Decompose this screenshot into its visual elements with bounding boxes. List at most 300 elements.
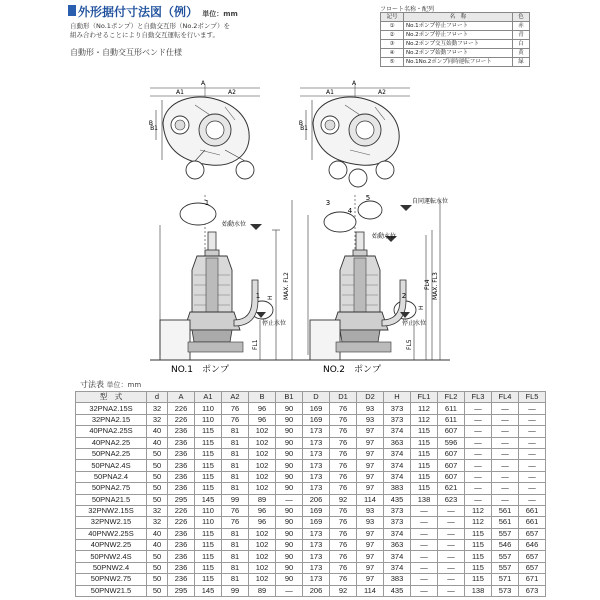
dim-cell: 236 [168, 426, 195, 437]
dim-table-row [76, 414, 546, 425]
dim-table-row [76, 448, 546, 459]
dim-cell: 561 [492, 517, 519, 528]
dim-cell: 76 [330, 448, 357, 459]
fl5-label: FL5 [406, 339, 413, 350]
dim-cell: 138 [411, 494, 438, 505]
dim-cell: 90 [276, 540, 303, 551]
dim-cell: 50 [147, 483, 168, 494]
dim-cell: — [438, 562, 465, 573]
dim-cell: — [519, 414, 546, 425]
float-cell: ④ [381, 49, 404, 58]
dim-cell: 383 [384, 574, 411, 585]
dim-cell: — [411, 551, 438, 562]
dim-cell: 32 [147, 403, 168, 414]
dim-cell: — [492, 403, 519, 414]
dim-cell: 145 [195, 585, 222, 596]
dim-cell: 40 [147, 437, 168, 448]
dim-cell: — [438, 574, 465, 585]
dim-label-a1: A1 [176, 89, 184, 96]
dim-label-b1: B1 [150, 125, 158, 132]
dim-cell: — [519, 460, 546, 471]
dim-cell: 97 [357, 562, 384, 573]
max-fl2-label: MAX. FL2 [283, 272, 290, 300]
dim-cell: 374 [384, 551, 411, 562]
dim-cell: 373 [384, 414, 411, 425]
dim-cell: 76 [330, 414, 357, 425]
dim-cell: 102 [249, 551, 276, 562]
h-label-1: H [267, 295, 274, 300]
float-cell: 赤 [513, 22, 530, 31]
dim-cell: 226 [168, 403, 195, 414]
dim-cell: 623 [438, 494, 465, 505]
pump2-label: NO.2 ポンプ [322, 365, 382, 375]
dim-cell: 115 [465, 562, 492, 573]
dim-table-row [76, 426, 546, 437]
dim-cell: 557 [492, 562, 519, 573]
dim-table-row [76, 460, 546, 471]
dim-cell: 173 [303, 471, 330, 482]
dim-cell: 50 [147, 460, 168, 471]
dim-cell: 236 [168, 460, 195, 471]
dim-cell: 226 [168, 517, 195, 528]
dim-cell: 115 [411, 448, 438, 459]
dim-cell: 102 [249, 460, 276, 471]
dim-cell: — [465, 494, 492, 505]
dim-cell: 621 [438, 483, 465, 494]
dim-cell: 81 [222, 540, 249, 551]
dim-cell: — [465, 403, 492, 414]
dim-cell: 76 [222, 403, 249, 414]
dim-cell: 115 [195, 426, 222, 437]
dim-header-cell: FL2 [438, 392, 465, 403]
fl1-label: FL1 [252, 339, 259, 350]
dim-header-cell: B [249, 392, 276, 403]
dim-cell: — [519, 471, 546, 482]
dim-cell: 573 [492, 585, 519, 596]
dim-header-cell: D2 [357, 392, 384, 403]
dim-cell: 657 [519, 562, 546, 573]
dim-cell: 557 [492, 528, 519, 539]
stop-level-1: 停止水位 [262, 320, 287, 327]
dim-cell: — [519, 437, 546, 448]
dim-cell: 561 [492, 505, 519, 516]
dim-cell: 90 [276, 448, 303, 459]
float-cell: ⑤ [381, 58, 404, 67]
dim-cell: 657 [519, 528, 546, 539]
dim-cell: 115 [411, 460, 438, 471]
dim-cell: 110 [195, 414, 222, 425]
fl4-label: FL4 [424, 279, 431, 290]
dim-cell: 173 [303, 483, 330, 494]
float-cell: No.2ポンプ停止フロート [404, 31, 513, 40]
dim-cell: 76 [330, 437, 357, 448]
dim-cell: 236 [168, 437, 195, 448]
float-header-cell: 記号 [381, 13, 404, 22]
dim-header-cell: d [147, 392, 168, 403]
dim-cell: 115 [465, 540, 492, 551]
dim-cell: 50 [147, 574, 168, 585]
dim-header-cell: B1 [276, 392, 303, 403]
dim-cell: 173 [303, 437, 330, 448]
dim-cell: 607 [438, 426, 465, 437]
dim-label-a: A [200, 80, 206, 87]
dim-cell: 92 [330, 585, 357, 596]
model-cell: 50PNA2.75 [76, 483, 147, 494]
dim-cell: 557 [492, 551, 519, 562]
dim-cell: — [411, 517, 438, 528]
dim-cell: 90 [276, 483, 303, 494]
dim-cell: 102 [249, 448, 276, 459]
model-cell: 50PNA2.4 [76, 471, 147, 482]
dim-cell: 102 [249, 528, 276, 539]
dim-cell: 169 [303, 517, 330, 528]
float-num-4: 4 [347, 207, 353, 215]
model-cell: 32PNW2.15 [76, 517, 147, 528]
dim-cell: — [411, 540, 438, 551]
dim-cell: 97 [357, 426, 384, 437]
dim-cell: 607 [438, 460, 465, 471]
dim-cell: — [492, 414, 519, 425]
dim-cell: 114 [357, 585, 384, 596]
dim-cell: 236 [168, 471, 195, 482]
dim-cell: — [465, 460, 492, 471]
dim-cell: 50 [147, 585, 168, 596]
dim-cell: 50 [147, 562, 168, 573]
dim-cell: 40 [147, 540, 168, 551]
dim-table-title: 寸法表 単位：mm [80, 380, 142, 389]
dim-cell: 90 [276, 471, 303, 482]
dim-cell: 81 [222, 448, 249, 459]
dim-cell: 81 [222, 460, 249, 471]
pump2-top-view [300, 84, 410, 187]
dim-header-cell: D1 [330, 392, 357, 403]
dim-cell: 76 [330, 574, 357, 585]
dim-cell: 102 [249, 426, 276, 437]
model-cell: 50PNW2.4S [76, 551, 147, 562]
dim-cell: 110 [195, 505, 222, 516]
dim-cell: 173 [303, 540, 330, 551]
dim-cell: 76 [330, 471, 357, 482]
dim-cell: 32 [147, 414, 168, 425]
dim-cell: — [465, 471, 492, 482]
model-cell: 50PNW21.5 [76, 585, 147, 596]
dim-table-unit: 単位：mm [106, 381, 142, 389]
dim-table-row [76, 562, 546, 573]
dim-cell: 173 [303, 460, 330, 471]
dim-cell: 90 [276, 551, 303, 562]
dim-cell: 115 [195, 540, 222, 551]
dim-cell: 76 [222, 505, 249, 516]
dim-table-row [76, 483, 546, 494]
dim-cell: 97 [357, 460, 384, 471]
dim-cell: — [492, 448, 519, 459]
dim-cell: 81 [222, 483, 249, 494]
pump1-front-view [150, 195, 300, 360]
model-cell: 50PNA21.5 [76, 494, 147, 505]
dim-cell: — [276, 585, 303, 596]
dim-cell: 112 [465, 505, 492, 516]
dim-cell: 97 [357, 551, 384, 562]
dim-cell: 110 [195, 403, 222, 414]
dim-cell: 32 [147, 517, 168, 528]
dim-cell: 374 [384, 460, 411, 471]
dim-cell: 373 [384, 505, 411, 516]
dim-cell: 89 [249, 585, 276, 596]
model-cell: 40PNA2.25 [76, 437, 147, 448]
dim-cell: 97 [357, 528, 384, 539]
dim-cell: — [492, 483, 519, 494]
float-cell: ② [381, 31, 404, 40]
dim-cell: 173 [303, 448, 330, 459]
dim-cell: 115 [465, 528, 492, 539]
dim-cell: 76 [330, 505, 357, 516]
dim-cell: 607 [438, 448, 465, 459]
dim-cell: 435 [384, 585, 411, 596]
dim-cell: — [519, 448, 546, 459]
float-cell: 黄 [513, 49, 530, 58]
dim-cell: 97 [357, 437, 384, 448]
model-cell: 50PNW2.75 [76, 574, 147, 585]
dim-cell: 102 [249, 483, 276, 494]
dim-cell: 374 [384, 448, 411, 459]
dim-cell: 40 [147, 426, 168, 437]
float-cell: 白 [513, 40, 530, 49]
model-cell: 50PNA2.25 [76, 448, 147, 459]
dim-cell: 76 [330, 562, 357, 573]
dim-table-row [76, 574, 546, 585]
dim-cell: 611 [438, 403, 465, 414]
float-num-1b: 1 [255, 292, 261, 300]
dim-table-row [76, 437, 546, 448]
dim-cell: 50 [147, 448, 168, 459]
dim-header-cell: A [168, 392, 195, 403]
dim-cell: 102 [249, 471, 276, 482]
dim-cell: 646 [519, 540, 546, 551]
description-line-1: 自動形（No.1ポンプ）と自動交互形（No.2ポンプ）を [70, 22, 230, 30]
dim-cell: 97 [357, 448, 384, 459]
dim-cell: 93 [357, 414, 384, 425]
dim-cell: 173 [303, 528, 330, 539]
dim-header-cell: A1 [195, 392, 222, 403]
dim-cell: — [438, 551, 465, 562]
dim-cell: 115 [465, 574, 492, 585]
dim-cell: 607 [438, 471, 465, 482]
page-title: 外形据付寸法図（例） 単位：mm [78, 5, 238, 19]
float-num-1: 1 [204, 199, 210, 207]
dim-cell: — [411, 562, 438, 573]
dim-cell: 661 [519, 505, 546, 516]
sync-level-label: 自同運転水位 [412, 198, 449, 205]
float-num-3: 3 [325, 199, 331, 207]
dim-cell: 112 [465, 517, 492, 528]
start-level-1: 始動水位 [222, 221, 247, 228]
dim-cell: 673 [519, 585, 546, 596]
max-fl3-label: MAX. FL3 [432, 272, 439, 300]
description-line-2: 組み合わせることにより自動交互運転を行います。 [70, 31, 219, 39]
dim-cell: 112 [411, 403, 438, 414]
dim-cell: 76 [330, 403, 357, 414]
dim-cell: — [438, 528, 465, 539]
dim-cell: 374 [384, 426, 411, 437]
dim-header-cell: FL1 [411, 392, 438, 403]
dim-cell: 90 [276, 562, 303, 573]
dim-cell: 93 [357, 517, 384, 528]
h-label-2: H [418, 305, 425, 310]
model-cell: 40PNW2.25S [76, 528, 147, 539]
dim-cell: 93 [357, 403, 384, 414]
model-cell: 32PNA2.15S [76, 403, 147, 414]
dim-cell: 102 [249, 437, 276, 448]
dim-cell: 81 [222, 426, 249, 437]
dim-cell: 115 [411, 483, 438, 494]
pump1-top-view [150, 84, 260, 179]
dim-header-cell: 型 式 [76, 392, 147, 403]
dim-cell: 96 [249, 505, 276, 516]
dim-cell: 90 [276, 505, 303, 516]
dim-cell: 115 [195, 574, 222, 585]
dim-cell: 115 [411, 437, 438, 448]
dim-cell: 102 [249, 540, 276, 551]
dim-table-row [76, 551, 546, 562]
dim-cell: — [465, 414, 492, 425]
start-level-2: 始動水位 [372, 233, 397, 240]
dim-cell: — [519, 483, 546, 494]
dim-cell: 76 [330, 426, 357, 437]
pump2-front-view [300, 195, 450, 360]
float-header-cell: 色 [513, 13, 530, 22]
dim-header-cell: H [384, 392, 411, 403]
dim-cell: 374 [384, 528, 411, 539]
float-cell: No.1ポンプ停止フロート [404, 22, 513, 31]
dim-cell: 138 [465, 585, 492, 596]
dim-cell: 115 [195, 562, 222, 573]
dim-cell: 90 [276, 414, 303, 425]
float-cell: No.2ポンプ始動フロート [404, 49, 513, 58]
dim-cell: 96 [249, 517, 276, 528]
dim-table-row [76, 403, 546, 414]
dim-cell: 173 [303, 426, 330, 437]
float-num-5: 5 [365, 194, 371, 202]
model-cell: 32PNW2.15S [76, 505, 147, 516]
dim-cell: 32 [147, 505, 168, 516]
dim-cell: 96 [249, 403, 276, 414]
dim-cell: 295 [168, 494, 195, 505]
dim-cell: 374 [384, 562, 411, 573]
dim-label-b1-2: B1 [300, 125, 308, 132]
dim-cell: 90 [276, 403, 303, 414]
dim-cell: 611 [438, 414, 465, 425]
dim-cell: 76 [222, 414, 249, 425]
dim-cell: 90 [276, 437, 303, 448]
dim-cell: 295 [168, 585, 195, 596]
dim-cell: 115 [195, 471, 222, 482]
dim-cell: 99 [222, 494, 249, 505]
dim-cell: — [465, 426, 492, 437]
dim-cell: 173 [303, 562, 330, 573]
dim-cell: 90 [276, 426, 303, 437]
dim-cell: 76 [222, 517, 249, 528]
dim-cell: 236 [168, 528, 195, 539]
dim-cell: 81 [222, 562, 249, 573]
dim-header-cell: D [303, 392, 330, 403]
float-num-2: 2 [401, 292, 407, 300]
dim-cell: 571 [492, 574, 519, 585]
float-cell: 緑 [513, 58, 530, 67]
dim-cell: — [411, 505, 438, 516]
dim-cell: 546 [492, 540, 519, 551]
dim-cell: 145 [195, 494, 222, 505]
dim-cell: 169 [303, 403, 330, 414]
dim-cell: 90 [276, 460, 303, 471]
dim-cell: — [438, 505, 465, 516]
dim-cell: 76 [330, 517, 357, 528]
dim-cell: 236 [168, 483, 195, 494]
dim-cell: 76 [330, 540, 357, 551]
dim-cell: 206 [303, 585, 330, 596]
dim-cell: 373 [384, 517, 411, 528]
dim-header-cell: FL4 [492, 392, 519, 403]
dim-cell: — [411, 528, 438, 539]
dim-cell: 236 [168, 551, 195, 562]
dim-cell: — [519, 426, 546, 437]
dim-cell: — [519, 403, 546, 414]
dim-cell: 76 [330, 483, 357, 494]
dim-table-row [76, 517, 546, 528]
dim-label-a2-2: A2 [378, 89, 386, 96]
dim-cell: 115 [195, 437, 222, 448]
title-unit: 単位：mm [202, 10, 238, 18]
dim-cell: 114 [357, 494, 384, 505]
dim-cell: 383 [384, 483, 411, 494]
model-cell: 50PNW2.4 [76, 562, 147, 573]
dim-cell: — [411, 574, 438, 585]
dim-cell: 236 [168, 574, 195, 585]
dim-cell: 226 [168, 414, 195, 425]
dim-label-a2: A2 [228, 89, 236, 96]
float-cell: ③ [381, 40, 404, 49]
dim-table-row [76, 585, 546, 596]
dim-cell: — [276, 494, 303, 505]
dim-cell: 90 [276, 528, 303, 539]
dim-cell: 102 [249, 574, 276, 585]
dim-cell: 81 [222, 471, 249, 482]
dim-cell: 169 [303, 414, 330, 425]
dim-header-cell: FL3 [465, 392, 492, 403]
model-cell: 40PNA2.25S [76, 426, 147, 437]
dim-cell: 102 [249, 562, 276, 573]
dim-label-a1-2: A1 [326, 89, 334, 96]
dim-cell: 97 [357, 483, 384, 494]
float-cell: No.2ポンプ交互始動フロート [404, 40, 513, 49]
dim-table-row [76, 505, 546, 516]
dim-table-row [76, 540, 546, 551]
dim-cell: 363 [384, 437, 411, 448]
dim-cell: — [411, 585, 438, 596]
model-cell: 40PNW2.25 [76, 540, 147, 551]
model-cell: 32PNA2.15 [76, 414, 147, 425]
dim-cell: 374 [384, 471, 411, 482]
dim-cell: 76 [330, 528, 357, 539]
dim-cell: 115 [195, 460, 222, 471]
dim-header-cell: A2 [222, 392, 249, 403]
dim-cell: 99 [222, 585, 249, 596]
float-cell: No.1No.2ポンプ同時運転フロート [404, 58, 513, 67]
dim-cell: 661 [519, 517, 546, 528]
dim-cell: 96 [249, 414, 276, 425]
dim-cell: 596 [438, 437, 465, 448]
dim-cell: 89 [249, 494, 276, 505]
dim-cell: — [465, 448, 492, 459]
